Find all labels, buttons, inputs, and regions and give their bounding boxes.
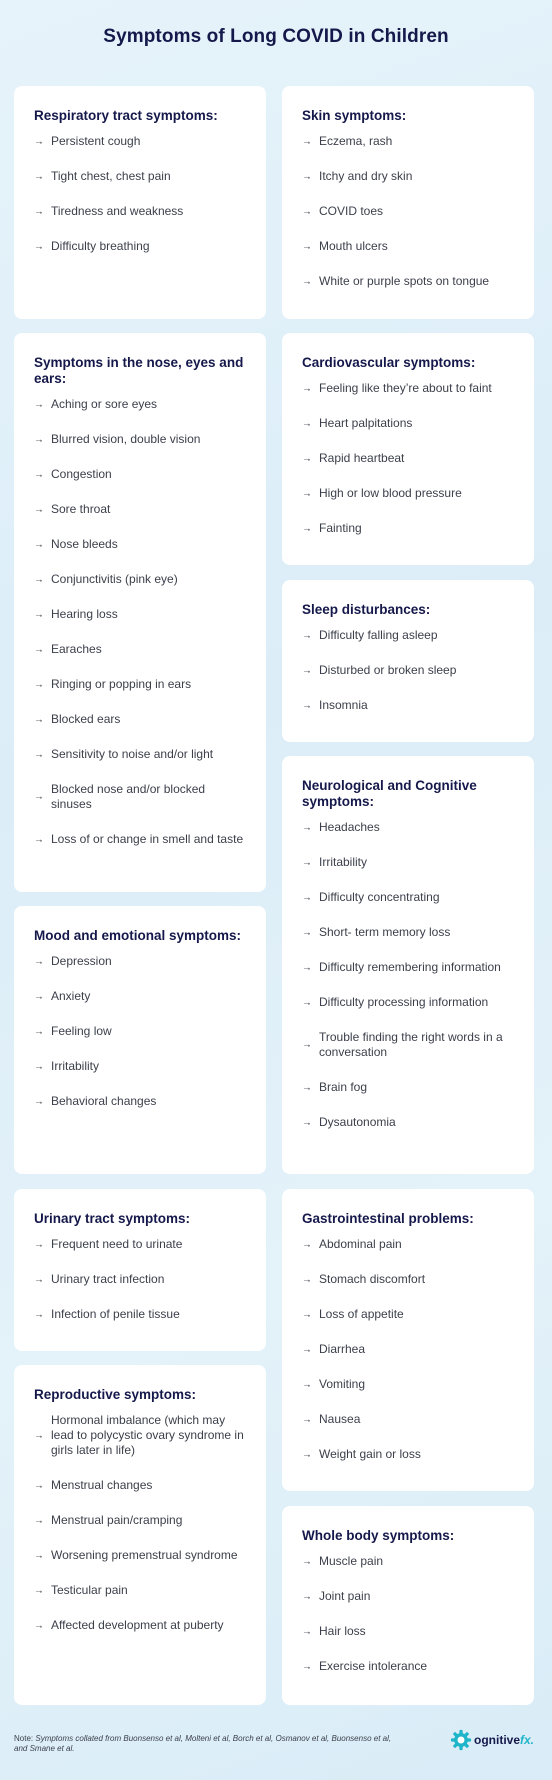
arrow-right-icon: → — [34, 749, 44, 760]
symptom-text: Sore throat — [51, 502, 111, 516]
arrow-right-icon: → — [302, 1344, 312, 1355]
arrow-right-icon: → — [34, 241, 44, 252]
symptom-item — [34, 397, 246, 412]
symptom-text: Blocked ears — [51, 712, 121, 726]
symptom-text: Tiredness and weakness — [51, 204, 184, 218]
symptom-list — [302, 134, 514, 289]
symptom-text: Nose bleeds — [51, 537, 118, 551]
card-nose-eyes-ears — [14, 333, 266, 892]
symptom-text: Nausea — [319, 1412, 361, 1426]
symptom-list — [34, 954, 246, 1109]
symptom-item — [34, 239, 246, 254]
symptom-text: Behavioral changes — [51, 1094, 157, 1108]
arrow-right-icon: → — [34, 834, 44, 845]
logo-word-main: ognitive — [474, 1733, 521, 1747]
arrow-right-icon: → — [302, 418, 312, 429]
symptom-item — [34, 782, 246, 812]
symptom-text: Mouth ulcers — [319, 239, 388, 253]
card-sleep — [282, 580, 534, 742]
arrow-right-icon: → — [34, 1550, 44, 1561]
symptom-text: Abdominal pain — [319, 1237, 402, 1251]
symptom-item — [302, 169, 514, 184]
arrow-right-icon: → — [302, 997, 312, 1008]
symptom-item — [302, 925, 514, 940]
arrow-right-icon: → — [302, 1449, 312, 1460]
symptom-item — [34, 134, 246, 149]
arrow-right-icon: → — [302, 1379, 312, 1390]
arrow-right-icon: → — [34, 1309, 44, 1320]
arrow-right-icon: → — [34, 399, 44, 410]
card-cardiovascular — [282, 333, 534, 565]
symptom-text: Eczema, rash — [319, 134, 393, 148]
symptom-item — [34, 1059, 246, 1074]
symptom-text: Affected development at puberty — [51, 1618, 224, 1632]
symptom-item — [34, 607, 246, 622]
symptom-text: Irritability — [51, 1059, 100, 1073]
arrow-right-icon: → — [302, 276, 312, 287]
arrow-right-icon: → — [302, 665, 312, 676]
symptom-item — [34, 1548, 246, 1563]
arrow-right-icon: → — [34, 574, 44, 585]
symptom-item — [302, 1342, 514, 1357]
section-title: Urinary tract symptoms: — [34, 1211, 191, 1226]
logo-wordmark — [474, 1733, 534, 1747]
symptom-item — [34, 432, 246, 447]
symptom-item — [302, 1115, 514, 1130]
arrow-right-icon: → — [302, 700, 312, 711]
arrow-right-icon: → — [34, 1585, 44, 1596]
arrow-right-icon: → — [302, 1591, 312, 1602]
symptom-list — [302, 1554, 514, 1674]
symptom-item — [302, 855, 514, 870]
symptom-text: Sensitivity to noise and/or light — [51, 747, 214, 761]
symptom-text: Weight gain or loss — [319, 1447, 421, 1461]
arrow-right-icon: → — [302, 630, 312, 641]
symptom-text: Difficulty processing information — [319, 995, 489, 1009]
symptom-item — [302, 1589, 514, 1604]
footnote — [14, 1734, 404, 1754]
symptom-text: High or low blood pressure — [319, 486, 462, 500]
section-title: Neurological and Cognitive symptoms: — [302, 778, 477, 809]
arrow-right-icon: → — [302, 523, 312, 534]
symptom-text: Difficulty breathing — [51, 239, 150, 253]
section-title: Cardiovascular symptoms: — [302, 355, 476, 370]
symptom-list — [302, 820, 514, 1130]
section-title: Respiratory tract symptoms: — [34, 108, 218, 123]
card-urinary — [14, 1189, 266, 1351]
arrow-right-icon: → — [302, 171, 312, 182]
footnote-label: Note: — [14, 1734, 34, 1743]
symptom-text: Persistent cough — [51, 134, 141, 148]
symptom-list — [34, 397, 246, 847]
symptom-item — [302, 698, 514, 713]
symptom-item — [302, 1554, 514, 1569]
arrow-right-icon: → — [34, 1515, 44, 1526]
section-title: Whole body symptoms: — [302, 1528, 455, 1543]
arrow-right-icon: → — [302, 1556, 312, 1567]
symptom-text: Hair loss — [319, 1624, 366, 1638]
section-title: Skin symptoms: — [302, 108, 407, 123]
arrow-right-icon: → — [302, 206, 312, 217]
arrow-right-icon: → — [302, 1239, 312, 1250]
symptom-text: Conjunctivitis (pink eye) — [51, 572, 178, 586]
arrow-right-icon: → — [34, 1480, 44, 1491]
arrow-right-icon: → — [34, 1430, 44, 1441]
arrow-right-icon: → — [302, 1661, 312, 1672]
symptom-text: Blocked nose and/or blocked sinuses — [51, 782, 206, 811]
symptom-text: Joint pain — [319, 1589, 371, 1603]
symptom-item — [302, 960, 514, 975]
symptom-item — [302, 1377, 514, 1392]
arrow-right-icon: → — [34, 539, 44, 550]
symptom-text: Muscle pain — [319, 1554, 384, 1568]
arrow-right-icon: → — [34, 171, 44, 182]
section-title: Symptoms in the nose, eyes and ears: — [34, 355, 244, 386]
symptom-text: Frequent need to urinate — [51, 1237, 183, 1251]
symptom-item — [34, 1024, 246, 1039]
symptom-item — [34, 1478, 246, 1493]
symptom-item — [302, 628, 514, 643]
arrow-right-icon: → — [34, 469, 44, 480]
gear-logo-icon — [450, 1729, 472, 1751]
arrow-right-icon: → — [302, 1082, 312, 1093]
symptom-text: Difficulty falling asleep — [319, 628, 438, 642]
symptom-list — [34, 134, 246, 254]
symptom-item — [34, 642, 246, 657]
section-title: Sleep disturbances: — [302, 602, 431, 617]
symptom-item — [302, 451, 514, 466]
symptom-item — [302, 1272, 514, 1287]
card-respiratory — [14, 86, 266, 319]
symptom-text: Hormonal imbalance (which may lead to polycystic ovary syndrome in girls later in life) — [51, 1413, 244, 1457]
page-title: Symptoms of Long COVID in Children — [103, 26, 449, 47]
arrow-right-icon: → — [34, 1239, 44, 1250]
symptom-item — [302, 521, 514, 536]
symptom-item — [302, 1080, 514, 1095]
symptom-text: Insomnia — [319, 698, 368, 712]
arrow-right-icon: → — [302, 241, 312, 252]
symptom-item — [302, 1659, 514, 1674]
symptom-item — [34, 747, 246, 762]
arrow-right-icon: → — [302, 1039, 312, 1051]
symptom-list — [34, 1413, 246, 1633]
symptom-text: Rapid heartbeat — [319, 451, 405, 465]
symptom-text: Dysautonomia — [319, 1115, 396, 1129]
symptom-item — [302, 486, 514, 501]
symptom-item — [34, 954, 246, 969]
symptom-text: Menstrual changes — [51, 1478, 153, 1492]
arrow-right-icon: → — [302, 488, 312, 499]
symptom-item — [302, 134, 514, 149]
symptom-text: Worsening premenstrual syndrome — [51, 1548, 238, 1562]
symptom-text: Loss of appetite — [319, 1307, 404, 1321]
symptom-text: Exercise intolerance — [319, 1659, 428, 1673]
card-gastrointestinal — [282, 1189, 534, 1491]
symptom-item — [34, 467, 246, 482]
arrow-right-icon: → — [34, 434, 44, 445]
symptom-item — [34, 1513, 246, 1528]
symptom-text: Headaches — [319, 820, 380, 834]
symptom-text: Heart palpitations — [319, 416, 413, 430]
section-title: Mood and emotional symptoms: — [34, 928, 242, 943]
symptom-item — [302, 1237, 514, 1252]
arrow-right-icon: → — [34, 679, 44, 690]
arrow-right-icon: → — [302, 136, 312, 147]
symptom-text: Vomiting — [319, 1377, 366, 1391]
logo-word-fx: fx. — [520, 1733, 535, 1747]
arrow-right-icon: → — [34, 644, 44, 655]
arrow-right-icon: → — [34, 1061, 44, 1072]
arrow-right-icon: → — [34, 991, 44, 1002]
arrow-right-icon: → — [34, 206, 44, 217]
symptom-item — [302, 1447, 514, 1462]
symptom-item — [302, 204, 514, 219]
symptom-text: Difficulty remembering information — [319, 960, 501, 974]
card-skin — [282, 86, 534, 319]
symptom-text: Loss of or change in smell and taste — [51, 832, 244, 846]
symptom-text: Tight chest, chest pain — [51, 169, 171, 183]
card-neurological — [282, 756, 534, 1174]
arrow-right-icon: → — [34, 1620, 44, 1631]
symptom-item — [302, 1624, 514, 1639]
symptom-text: Infection of penile tissue — [51, 1307, 180, 1321]
card-mood — [14, 906, 266, 1174]
symptom-item — [34, 169, 246, 184]
symptom-item — [34, 1307, 246, 1322]
symptom-text: Ringing or popping in ears — [51, 677, 192, 691]
symptom-text: Blurred vision, double vision — [51, 432, 201, 446]
symptom-item — [34, 204, 246, 219]
arrow-right-icon: → — [34, 504, 44, 515]
symptom-item — [302, 416, 514, 431]
symptom-text: Feeling low — [51, 1024, 112, 1038]
arrow-right-icon: → — [302, 927, 312, 938]
symptom-text: Disturbed or broken sleep — [319, 663, 457, 677]
card-reproductive — [14, 1365, 266, 1705]
symptom-text: Stomach discomfort — [319, 1272, 426, 1286]
symptom-text: Earaches — [51, 642, 102, 656]
symptom-item — [302, 239, 514, 254]
symptom-text: Feeling like they’re about to faint — [319, 381, 492, 395]
symptom-item — [302, 995, 514, 1010]
symptom-text: White or purple spots on tongue — [319, 274, 490, 288]
symptom-item — [34, 1272, 246, 1287]
symptom-item — [34, 1583, 246, 1598]
arrow-right-icon: → — [34, 609, 44, 620]
symptom-text: Urinary tract infection — [51, 1272, 165, 1286]
symptom-item — [34, 989, 246, 1004]
symptom-text: Short- term memory loss — [319, 925, 451, 939]
symptom-text: Depression — [51, 954, 112, 968]
section-title: Reproductive symptoms: — [34, 1387, 197, 1402]
symptom-item — [302, 274, 514, 289]
symptom-item — [302, 1412, 514, 1427]
arrow-right-icon: → — [302, 1414, 312, 1425]
symptom-text: Aching or sore eyes — [51, 397, 158, 411]
symptom-text: Anxiety — [51, 989, 91, 1003]
symptom-text: Brain fog — [319, 1080, 368, 1094]
symptom-text: Congestion — [51, 467, 112, 481]
arrow-right-icon: → — [302, 962, 312, 973]
symptom-item — [34, 572, 246, 587]
arrow-right-icon: → — [302, 1117, 312, 1128]
arrow-right-icon: → — [34, 1026, 44, 1037]
arrow-right-icon: → — [34, 791, 44, 803]
symptom-text: COVID toes — [319, 204, 384, 218]
arrow-right-icon: → — [302, 383, 312, 394]
arrow-right-icon: → — [34, 136, 44, 147]
symptom-item — [34, 677, 246, 692]
symptom-list — [302, 381, 514, 536]
arrow-right-icon: → — [34, 1274, 44, 1285]
symptom-item — [34, 832, 246, 847]
symptom-item — [34, 1094, 246, 1109]
symptom-text: Itchy and dry skin — [319, 169, 413, 183]
card-whole-body — [282, 1506, 534, 1705]
arrow-right-icon: → — [34, 956, 44, 967]
symptom-item — [302, 381, 514, 396]
symptom-item — [34, 712, 246, 727]
symptom-text: Fainting — [319, 521, 362, 535]
arrow-right-icon: → — [34, 1096, 44, 1107]
symptom-text: Difficulty concentrating — [319, 890, 440, 904]
symptom-item — [302, 1030, 514, 1060]
symptom-text: Diarrhea — [319, 1342, 366, 1356]
symptom-text: Irritability — [319, 855, 368, 869]
arrow-right-icon: → — [302, 822, 312, 833]
symptom-text: Menstrual pain/cramping — [51, 1513, 183, 1527]
symptom-text: Testicular pain — [51, 1583, 128, 1597]
symptom-list — [34, 1237, 246, 1322]
cognitivefx-logo — [450, 1728, 540, 1752]
symptom-item — [302, 663, 514, 678]
symptom-item — [302, 1307, 514, 1322]
symptom-list — [302, 1237, 514, 1462]
arrow-right-icon: → — [302, 1626, 312, 1637]
symptom-item — [302, 890, 514, 905]
symptom-text: Trouble finding the right words in a conversation — [319, 1030, 503, 1059]
symptom-text: Hearing loss — [51, 607, 118, 621]
footnote-text: Symptoms collated from Buonsenso et al, Molteni et al, Borch et al, Osmanov et al, Buonsenso et al, and Smane et al. — [14, 1734, 392, 1753]
symptom-item — [34, 502, 246, 517]
symptom-item — [34, 537, 246, 552]
arrow-right-icon: → — [302, 1274, 312, 1285]
arrow-right-icon: → — [302, 1309, 312, 1320]
section-title: Gastrointestinal problems: — [302, 1211, 474, 1226]
arrow-right-icon: → — [302, 857, 312, 868]
arrow-right-icon: → — [302, 453, 312, 464]
symptom-item — [34, 1237, 246, 1252]
arrow-right-icon: → — [34, 714, 44, 725]
symptom-item — [34, 1618, 246, 1633]
symptom-list — [302, 628, 514, 713]
symptom-item — [302, 820, 514, 835]
arrow-right-icon: → — [302, 892, 312, 903]
symptom-item — [34, 1413, 246, 1458]
